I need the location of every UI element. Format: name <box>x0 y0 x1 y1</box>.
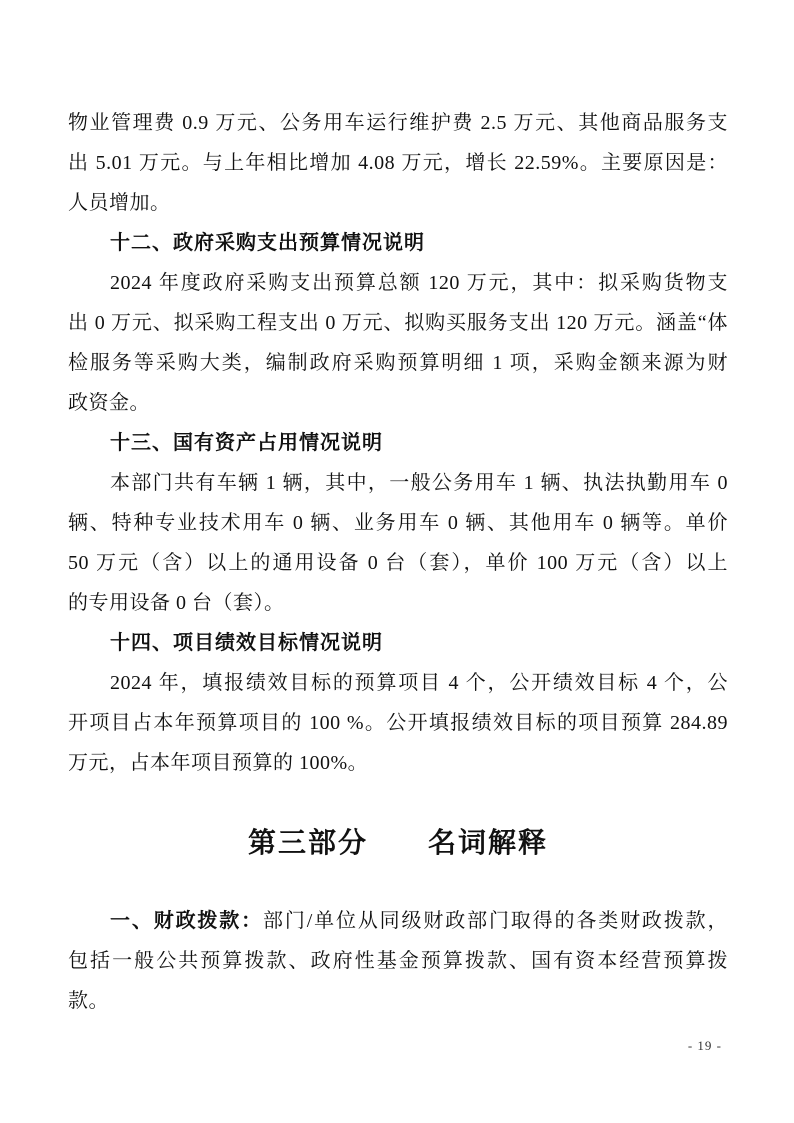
section-heading-13: 十三、国有资产占用情况说明 <box>110 432 383 454</box>
body-line: 本部门共有车辆 1 辆，其中，一般公务用车 1 辆、执法执勤用车 0 <box>110 472 728 494</box>
page-number: - 19 - <box>687 1038 722 1053</box>
body-line: 2024 年，填报绩效目标的预算项目 4 个，公开绩效目标 4 个，公 <box>110 672 728 694</box>
body-line: 出 0 万元、拟采购工程支出 0 万元、拟购买服务支出 120 万元。涵盖“体 <box>68 312 728 334</box>
section-heading-12: 十二、政府采购支出预算情况说明 <box>110 232 425 254</box>
document-content <box>68 103 728 1021</box>
body-line: 开项目占本年预算项目的 100 %。公开填报绩效目标的项目预算 284.89 <box>68 712 728 734</box>
body-line: 检服务等采购大类，编制政府采购预算明细 1 项，采购金额来源为财 <box>68 352 728 374</box>
term-definition-line <box>68 901 728 941</box>
body-line: 政资金。 <box>68 392 150 414</box>
body-line: 的专用设备 0 台（套）。 <box>68 592 285 614</box>
term-label: 一、财政拨款： <box>110 910 263 932</box>
part3-title: 第三部分 名词解释 <box>247 828 548 859</box>
body-line: 辆、特种专业技术用车 0 辆、业务用车 0 辆、其他用车 0 辆等。单价 <box>68 512 728 534</box>
term-text: 部门/单位从同级财政部门取得的各类财政拨款， <box>262 910 728 932</box>
body-line: 2024 年度政府采购支出预算总额 120 万元，其中：拟采购货物支 <box>110 272 728 294</box>
body-line: 50 万元（含）以上的通用设备 0 台（套），单价 100 万元（含）以上 <box>68 552 728 574</box>
body-line: 万元，占本年项目预算的 100%。 <box>68 752 369 774</box>
body-line: 包括一般公共预算拨款、政府性基金预算拨款、国有资本经营预算拨 <box>68 950 728 972</box>
body-line: 出 5.01 万元。与上年相比增加 4.08 万元，增长 22.59%。主要原因是： <box>68 152 728 174</box>
section-heading-14: 十四、项目绩效目标情况说明 <box>110 632 383 654</box>
body-line: 人员增加。 <box>68 192 171 214</box>
body-line: 物业管理费 0.9 万元、公务用车运行维护费 2.5 万元、其他商品服务支 <box>68 112 728 134</box>
body-line: 款。 <box>68 990 109 1012</box>
